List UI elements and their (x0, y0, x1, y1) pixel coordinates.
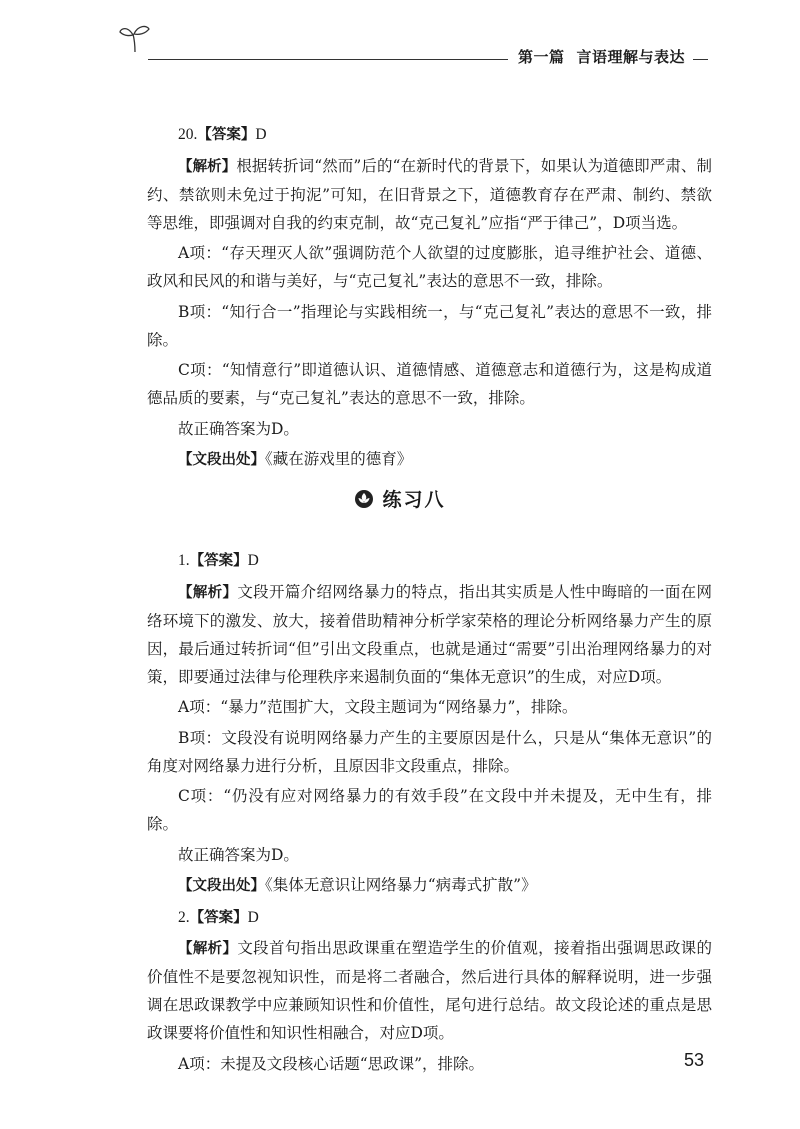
analysis-paragraph (147, 152, 712, 237)
option-b: B项：“知行合一”指理论与实践相统一，与“克己复礼”表达的意思不一致，排除。 (147, 302, 712, 349)
section-title-text: 练习八 (382, 489, 446, 511)
header-part: 第一篇 (518, 48, 565, 66)
source-label: 【文段出处】 (178, 452, 265, 468)
answer-line: 2.【答案】D (178, 908, 259, 926)
analysis-label: 【解析】 (178, 584, 238, 601)
answer-value: D (255, 126, 267, 143)
answer-label: 【答案】 (197, 127, 256, 143)
conclusion: 故正确答案为D。 (178, 845, 299, 864)
sprout-icon (118, 22, 152, 54)
header-title (508, 46, 693, 67)
option-c: C项：“知情意行”即道德认识、道德情感、道德意志和道德行为，这是构成道德品质的要素，与“克己复礼”表达的意思不一致，排除。 (147, 361, 712, 407)
analysis-label: 【解析】 (178, 158, 237, 175)
answer-line: 20.【答案】D (178, 126, 267, 143)
question-20 (147, 120, 712, 477)
source-line (147, 871, 712, 900)
answer-value: D (247, 908, 259, 926)
source-line (147, 445, 712, 474)
analysis-paragraph (147, 934, 712, 1047)
conclusion: 故正确答案为D。 (178, 419, 299, 438)
option-a: A项：未提及文段核心话题“思政课”，排除。 (178, 1054, 485, 1073)
answer-label: 【答案】 (189, 553, 248, 569)
page-number: 53 (683, 1050, 704, 1070)
header-chapter: 言语理解与表达 (576, 48, 686, 66)
exercise-8 (147, 546, 712, 1080)
option-a: A项：“暴力”范围扩大，文段主题词为“网络暴力”，排除。 (178, 698, 578, 716)
analysis-text: 文段开篇介绍网络暴力的特点，指出其实质是人性中晦暗的一面在网络环境下的激发、放大，接着借助精神分析学家荣格的理论分析网络暴力产生的原因，最后通过转折词“但”引出文段重点，也就是通过“需要”引出治理网络暴力的对策，即要通过法律与伦理秩序来遏制负面的“集体无意识”的生成，对应D项。 (147, 582, 712, 686)
source-label: 【文段出处】 (178, 878, 265, 894)
answer-line: 1.【答案】D (178, 552, 259, 569)
analysis-text: 根据转折词“然而”后的“在新时代的背景下，如果认为道德即严肃、制约、禁欲则未免过于拘泥”可知，在旧背景之下，道德教育存在严肃、制约、禁欲等思维，即强调对自我的约束克制，故“克己复礼”应指“严于律己”，D项当选。 (147, 156, 712, 232)
option-c: C项：“仍没有应对网络暴力的有效手段”在文段中并未提及，无中生有，排除。 (147, 787, 712, 833)
source-title: 《集体无意识让网络暴力“病毒式扩散”》 (265, 876, 537, 894)
running-header (0, 0, 800, 80)
answer-label: 【答案】 (189, 909, 248, 926)
section-title (0, 485, 800, 512)
option-b: B项：文段没有说明网络暴力产生的主要原因是什么，只是从“集体无意识”的角度对网络暴力进行分析，且原因非文段重点，排除。 (147, 728, 712, 775)
flower-icon (354, 489, 374, 509)
option-a: A项：“存天理灭人欲”强调防范个人欲望的过度膨胀，追寻维护社会、道德、政风和民风的和谐与美好，与“克己复礼”表达的意思不一致，排除。 (147, 244, 712, 290)
answer-value: D (247, 552, 259, 569)
analysis-label: 【解析】 (178, 941, 238, 957)
analysis-paragraph (147, 578, 712, 691)
source-title: 《藏在游戏里的德育》 (265, 450, 413, 468)
analysis-text: 文段首句指出思政课重在塑造学生的价值观，接着指出强调思政课的价值性不是要忽视知识性，而是将二者融合，然后进行具体的解释说明，进一步强调在思政课教学中应兼顾知识性和价值性，尾句进行总结。故文段论述的重点是思政课要将价值性和知识性相融合，对应D项。 (147, 939, 712, 1042)
